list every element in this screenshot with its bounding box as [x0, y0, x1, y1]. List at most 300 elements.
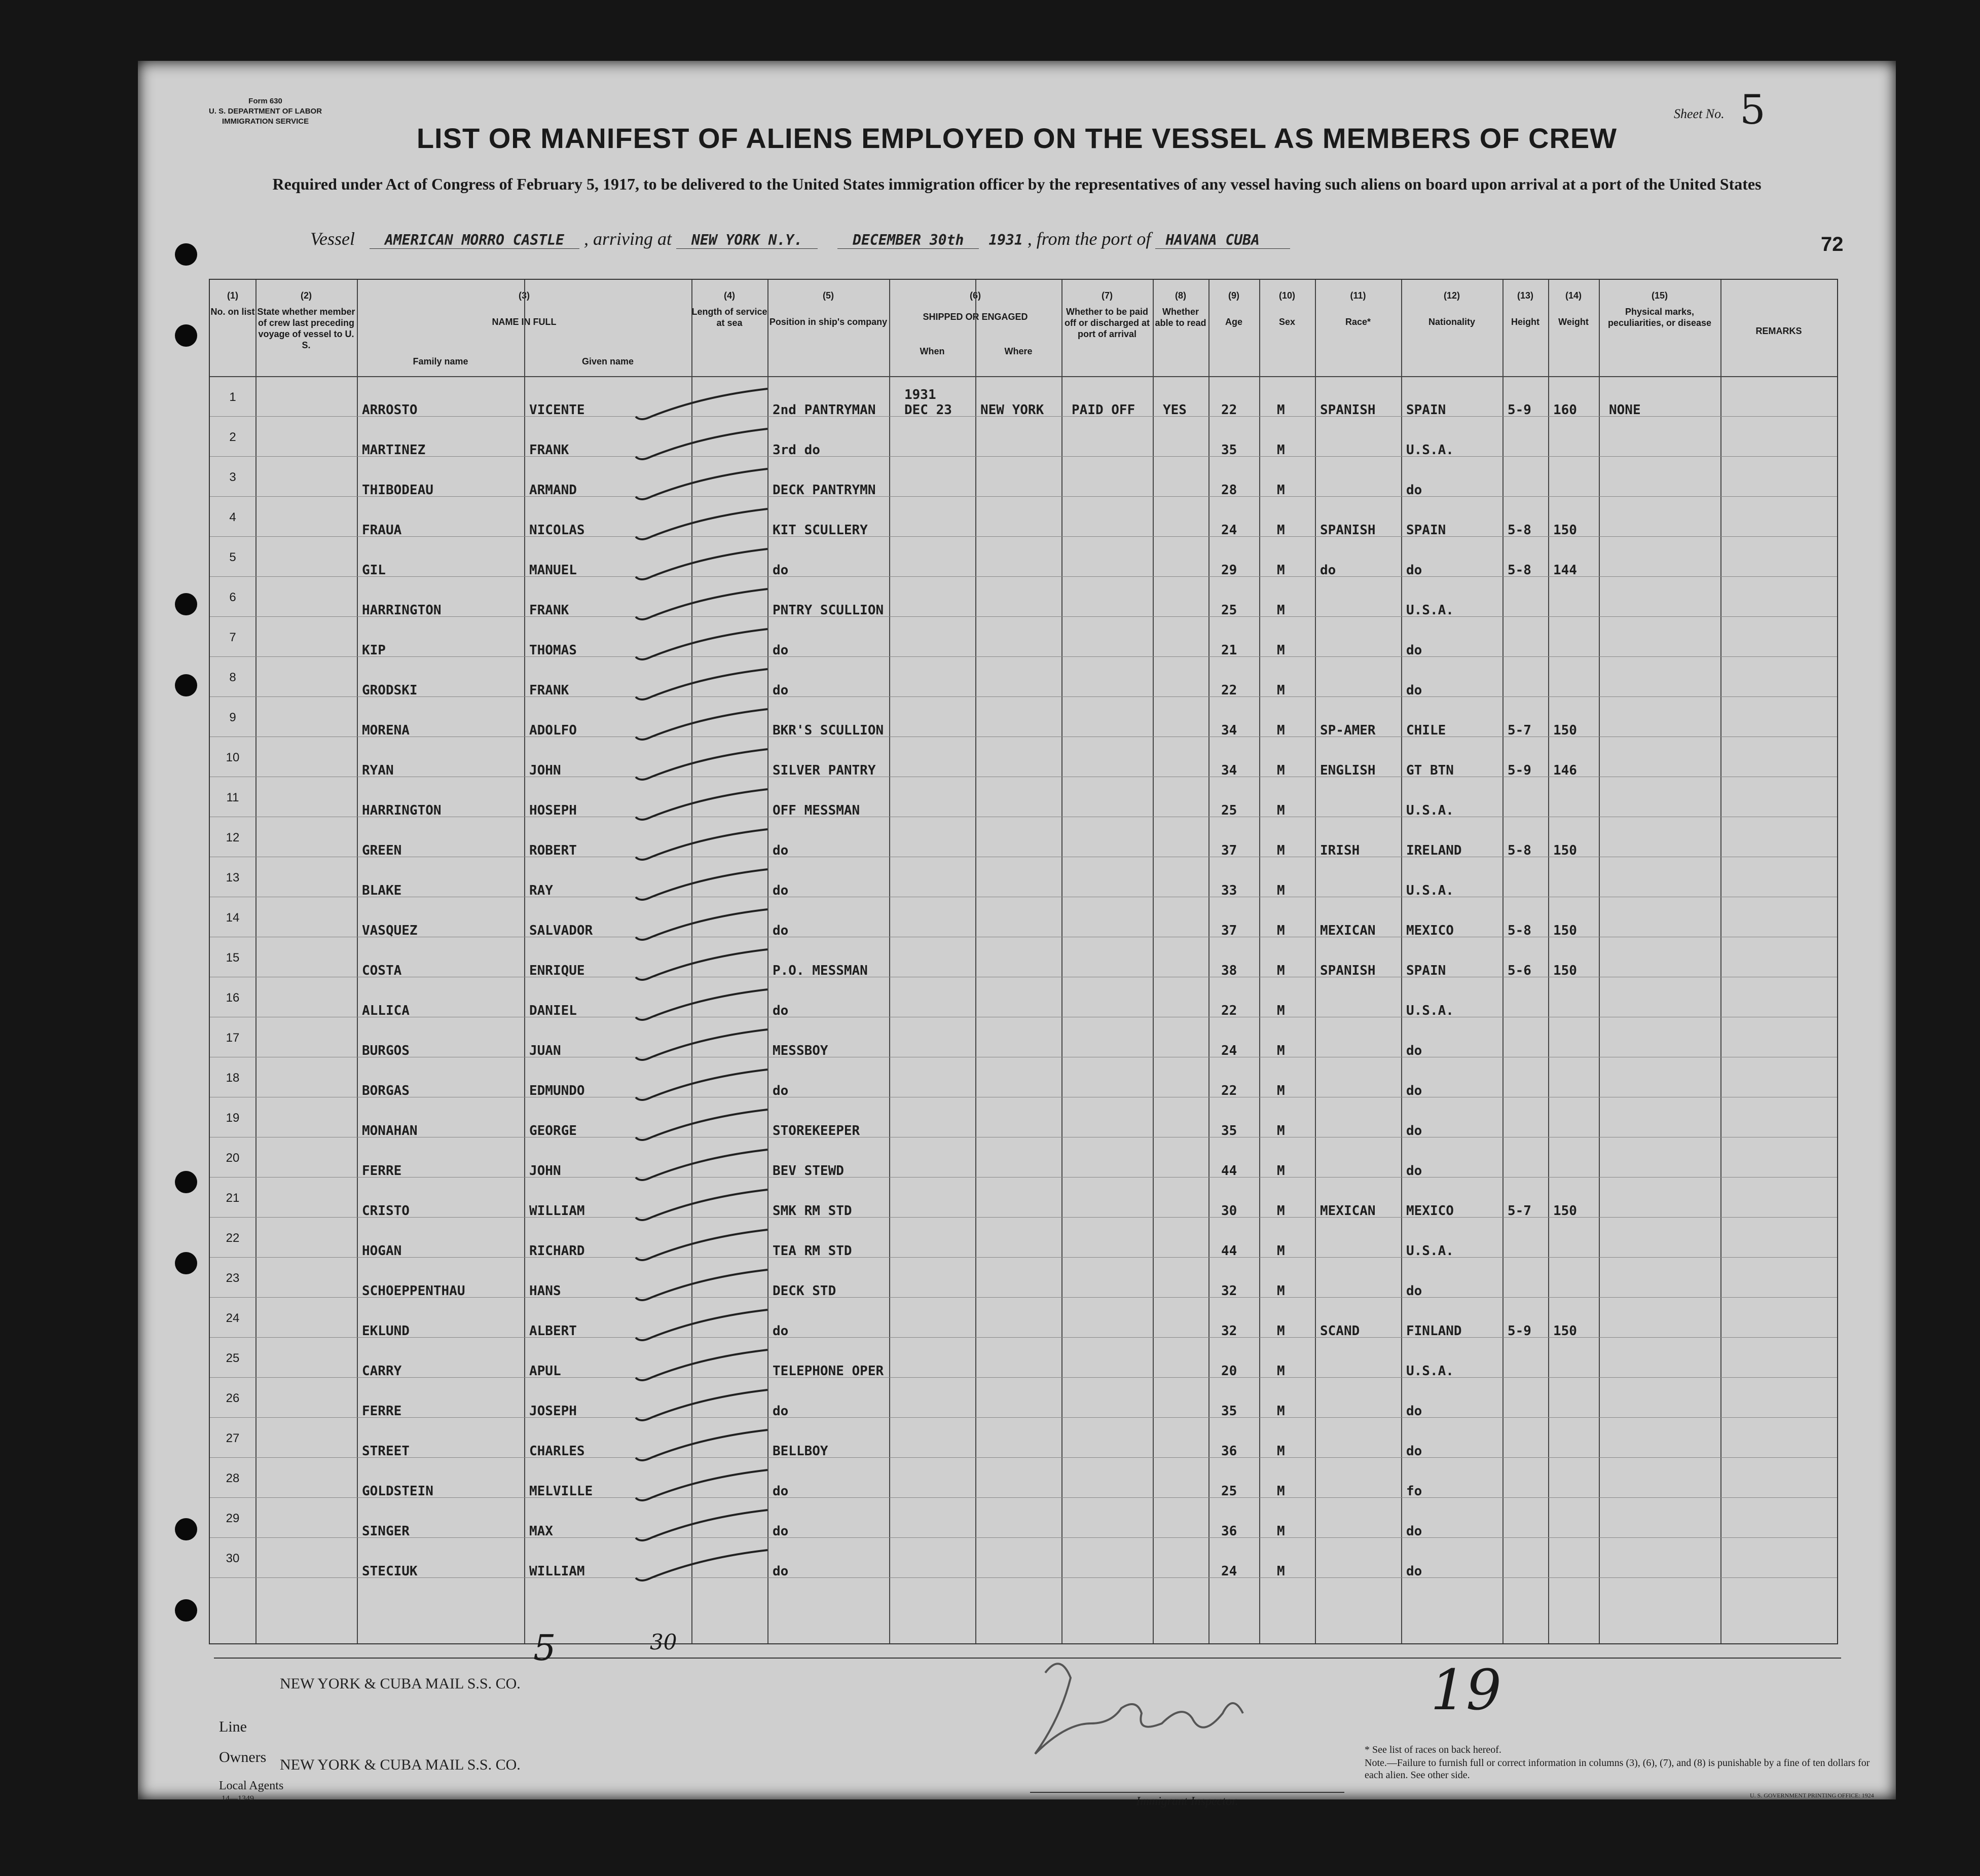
shipped-where: NEW YORK	[980, 402, 1044, 418]
row-number: 4	[229, 510, 236, 524]
weight: 150	[1553, 923, 1577, 938]
family-name: HARRINGTON	[362, 803, 442, 818]
col-7-header: (7) Whether to be paid off or discharged at port of arrival	[1064, 290, 1150, 339]
family-name: VASQUEZ	[362, 923, 418, 938]
row-number: 9	[229, 711, 236, 724]
sex: M	[1277, 1524, 1285, 1539]
col-13-header: (13) Height	[1511, 290, 1539, 327]
height: 5-8	[1508, 843, 1531, 858]
height: 5-8	[1508, 563, 1531, 578]
nationality: do	[1406, 563, 1422, 578]
given-name: MANUEL	[529, 563, 577, 578]
given-name: THOMAS	[529, 643, 577, 658]
sex: M	[1277, 643, 1285, 658]
given-name: ADOLFO	[529, 723, 577, 738]
punch-hole	[175, 593, 197, 615]
sheet-number: 5	[1740, 86, 1766, 133]
family-name: GRODSKI	[362, 683, 418, 698]
form-code: 14—1349	[222, 1794, 254, 1803]
position: do	[773, 643, 789, 658]
arriving-label: , arriving at	[584, 229, 672, 249]
position: do	[773, 683, 789, 698]
position: TEA RM STD	[773, 1243, 852, 1259]
nationality: FINLAND	[1406, 1323, 1462, 1339]
col-2-header: (2) State whether member of crew last preceding voyage of vessel to U. S.	[257, 290, 355, 350]
family-name: SCHOEPPENTHAU	[362, 1283, 465, 1299]
nationality: do	[1406, 1283, 1422, 1299]
age: 28	[1221, 483, 1237, 498]
sex: M	[1277, 963, 1285, 978]
page-subtitle: Required under Act of Congress of February 5, 1917, to be delivered to the United States immigration officer by the representatives of any vessel having such aliens on board upon arrival at a port of the United States	[272, 175, 1762, 193]
row-number: 14	[226, 911, 240, 925]
race: MEXICAN	[1320, 923, 1376, 938]
nationality: U.S.A.	[1406, 1243, 1454, 1259]
age: 36	[1221, 1524, 1237, 1539]
given-name: VICENTE	[529, 402, 585, 418]
line-label: Line	[219, 1718, 247, 1735]
age: 25	[1221, 603, 1237, 618]
family-name-header: Family name	[413, 356, 468, 366]
race: do	[1320, 563, 1336, 578]
family-name: EKLUND	[362, 1323, 410, 1339]
row-number: 8	[229, 671, 236, 684]
age: 33	[1221, 883, 1237, 898]
row-number: 30	[226, 1552, 240, 1565]
position: 2nd PANTRYMAN	[773, 402, 876, 418]
race: IRISH	[1320, 843, 1360, 858]
sex: M	[1277, 603, 1285, 618]
height: 5-7	[1508, 1203, 1531, 1219]
row-number: 2	[229, 430, 236, 444]
given-name: FRANK	[529, 443, 569, 458]
age: 24	[1221, 523, 1237, 538]
given-name: DANIEL	[529, 1003, 577, 1018]
race: ENGLISH	[1320, 763, 1376, 778]
weight: 144	[1553, 563, 1577, 578]
height: 5-7	[1508, 723, 1531, 738]
given-name: HOSEPH	[529, 803, 577, 818]
given-name: ALBERT	[529, 1323, 577, 1339]
arrival-date: DECEMBER 30th	[837, 232, 979, 249]
weight: 146	[1553, 763, 1577, 778]
height: 5-9	[1508, 763, 1531, 778]
row-number: 26	[226, 1391, 240, 1405]
row-number: 21	[226, 1191, 240, 1205]
row-number: 25	[226, 1351, 240, 1365]
nationality: do	[1406, 683, 1422, 698]
age: 35	[1221, 1404, 1237, 1419]
col-8-header: (8) Whether able to read	[1155, 290, 1206, 328]
row-number: 15	[226, 951, 240, 965]
age: 20	[1221, 1364, 1237, 1379]
sex: M	[1277, 1003, 1285, 1018]
row-number: 6	[229, 591, 236, 604]
given-name: GEORGE	[529, 1123, 577, 1138]
age: 24	[1221, 1564, 1237, 1579]
department-name: U. S. DEPARTMENT OF LABOR	[209, 107, 322, 116]
form-number: Form 630	[248, 97, 282, 105]
weight: 150	[1553, 723, 1577, 738]
row-number: 27	[226, 1431, 240, 1445]
family-name: GIL	[362, 563, 386, 578]
sex: M	[1277, 1323, 1285, 1339]
given-name: WILLIAM	[529, 1203, 585, 1219]
nationality: do	[1406, 1444, 1422, 1459]
family-name: BURGOS	[362, 1043, 410, 1058]
age: 37	[1221, 843, 1237, 858]
family-name: ALLICA	[362, 1003, 410, 1018]
nationality: do	[1406, 1163, 1422, 1179]
punch-hole	[175, 1252, 197, 1274]
row-number: 10	[226, 751, 240, 764]
age: 32	[1221, 1283, 1237, 1299]
col-12-header: (12) Nationality	[1428, 290, 1475, 327]
row-number: 19	[226, 1111, 240, 1125]
position: do	[773, 563, 789, 578]
row-number: 13	[226, 871, 240, 885]
nationality: SPAIN	[1406, 402, 1446, 418]
given-name: ROBERT	[529, 843, 577, 858]
age: 37	[1221, 923, 1237, 938]
position: SMK RM STD	[773, 1203, 852, 1219]
nationality: U.S.A.	[1406, 1364, 1454, 1379]
row-number: 11	[226, 791, 239, 804]
sex: M	[1277, 483, 1285, 498]
handwritten-5: 5	[533, 1627, 556, 1669]
row-number: 5	[229, 550, 236, 564]
weight: 150	[1553, 523, 1577, 538]
vessel-name: AMERICAN MORRO CASTLE	[370, 232, 579, 249]
vessel-label: Vessel	[310, 229, 355, 249]
nationality: do	[1406, 1123, 1422, 1138]
sex: M	[1277, 1083, 1285, 1098]
nationality: U.S.A.	[1406, 443, 1454, 458]
inspector-label: Immigrant Inspector.	[1030, 1792, 1344, 1809]
age: 22	[1221, 1003, 1237, 1018]
nationality: SPAIN	[1406, 963, 1446, 978]
height: 5-8	[1508, 923, 1531, 938]
punch-hole	[175, 324, 197, 347]
height: 5-8	[1508, 523, 1531, 538]
position: KIT SCULLERY	[773, 523, 868, 538]
sex: M	[1277, 443, 1285, 458]
family-name: HARRINGTON	[362, 603, 442, 618]
sex: M	[1277, 402, 1285, 418]
nationality: CHILE	[1406, 723, 1446, 738]
nationality: do	[1406, 1404, 1422, 1419]
age: 24	[1221, 1043, 1237, 1058]
row-number: 7	[229, 631, 236, 644]
position: TELEPHONE OPER	[773, 1364, 884, 1379]
owners-label: Owners	[219, 1749, 267, 1765]
age: 29	[1221, 563, 1237, 578]
penalty-note: Note.—Failure to furnish full or correct information in columns (3), (6), (7), and (8) is punishable by a fine of ten dollars for each alien. See other side.	[1365, 1757, 1870, 1781]
col-15-header: (15) Physical marks, peculiarities, or disease	[1607, 290, 1712, 328]
sex: M	[1277, 1243, 1285, 1259]
races-note: * See list of races on back hereof.	[1365, 1744, 1501, 1755]
given-name: JUAN	[529, 1043, 561, 1058]
handwritten-30: 30	[650, 1630, 677, 1654]
age: 36	[1221, 1444, 1237, 1459]
sex: M	[1277, 883, 1285, 898]
position: BELLBOY	[773, 1444, 828, 1459]
weight: 150	[1553, 1323, 1577, 1339]
position: BKR'S SCULLION	[773, 723, 884, 738]
sex: M	[1277, 723, 1285, 738]
punch-hole	[175, 1599, 197, 1622]
age: 22	[1221, 402, 1237, 418]
height: 5-6	[1508, 963, 1531, 978]
nationality: MEXICO	[1406, 1203, 1454, 1219]
position: do	[773, 843, 789, 858]
col-14-header: (14) Weight	[1558, 290, 1589, 327]
row-number: 17	[226, 1031, 240, 1045]
position: do	[773, 1484, 789, 1499]
given-name: RAY	[529, 883, 553, 898]
physical-marks: NONE	[1609, 402, 1641, 418]
sheet-number-label: Sheet No.	[1674, 106, 1725, 121]
owners-name: NEW YORK & CUBA MAIL S.S. CO.	[280, 1756, 521, 1773]
row-number: 18	[226, 1071, 240, 1085]
age: 44	[1221, 1243, 1237, 1259]
sex: M	[1277, 1203, 1285, 1219]
position: OFF MESSMAN	[773, 803, 860, 818]
sex: M	[1277, 923, 1285, 938]
age: 22	[1221, 1083, 1237, 1098]
family-name: KIP	[362, 643, 386, 658]
age: 38	[1221, 963, 1237, 978]
family-name: ARROSTO	[362, 402, 418, 418]
given-name: MELVILLE	[529, 1484, 593, 1499]
line-company: NEW YORK & CUBA MAIL S.S. CO.	[280, 1675, 521, 1692]
col-5-header: (5) Position in ship's company	[769, 290, 888, 327]
arrival-year: 1931	[988, 232, 1023, 248]
col-9-header: (9) Age	[1225, 290, 1242, 327]
row-number: 23	[226, 1271, 240, 1285]
race: SPANISH	[1320, 523, 1376, 538]
row-number: 3	[229, 470, 236, 484]
family-name: CARRY	[362, 1364, 402, 1379]
sex: M	[1277, 1283, 1285, 1299]
sex: M	[1277, 803, 1285, 818]
position: do	[773, 1003, 789, 1018]
given-name: JOHN	[529, 763, 561, 778]
manifest-sheet	[138, 61, 1896, 1808]
weight: 160	[1553, 402, 1577, 418]
family-name: BORGAS	[362, 1083, 410, 1098]
position: DECK PANTRYMN	[773, 483, 876, 498]
weight: 150	[1553, 843, 1577, 858]
nationality: SPAIN	[1406, 523, 1446, 538]
page-title: LIST OR MANIFEST OF ALIENS EMPLOYED ON THE VESSEL AS MEMBERS OF CREW	[416, 122, 1618, 154]
given-name: ARMAND	[529, 483, 577, 498]
punch-hole	[175, 674, 197, 696]
family-name: SINGER	[362, 1524, 410, 1539]
age: 44	[1221, 1163, 1237, 1179]
given-name: CHARLES	[529, 1444, 585, 1459]
family-name: RYAN	[362, 763, 394, 778]
sex: M	[1277, 1564, 1285, 1579]
given-name: HANS	[529, 1283, 561, 1299]
given-name: RICHARD	[529, 1243, 585, 1259]
race: SP-AMER	[1320, 723, 1376, 738]
when-header: When	[920, 346, 945, 356]
row-number: 22	[226, 1231, 240, 1245]
sex: M	[1277, 763, 1285, 778]
position: do	[773, 1083, 789, 1098]
position: do	[773, 923, 789, 938]
row-number: 24	[226, 1311, 240, 1325]
age: 21	[1221, 643, 1237, 658]
paid-off-status: PAID OFF	[1072, 402, 1135, 418]
given-name: ENRIQUE	[529, 963, 585, 978]
departure-port: HAVANA CUBA	[1155, 232, 1290, 249]
row-number: 16	[226, 991, 240, 1005]
family-name: THIBODEAU	[362, 483, 433, 498]
nationality: do	[1406, 1083, 1422, 1098]
family-name: MARTINEZ	[362, 443, 426, 458]
race: SPANISH	[1320, 963, 1376, 978]
given-name: FRANK	[529, 683, 569, 698]
sex: M	[1277, 843, 1285, 858]
sex: M	[1277, 1484, 1285, 1499]
family-name: FRAUA	[362, 523, 402, 538]
family-name: HOGAN	[362, 1243, 402, 1259]
given-name: JOSEPH	[529, 1404, 577, 1419]
given-name: EDMUNDO	[529, 1083, 585, 1098]
age: 34	[1221, 723, 1237, 738]
family-name: FERRE	[362, 1163, 402, 1179]
sex: M	[1277, 1444, 1285, 1459]
race: MEXICAN	[1320, 1203, 1376, 1219]
col-10-header: (10) Sex	[1278, 290, 1296, 327]
position: BEV STEWD	[773, 1163, 844, 1179]
sex: M	[1277, 523, 1285, 538]
family-name: COSTA	[362, 963, 402, 978]
family-name: CRISTO	[362, 1203, 410, 1219]
given-name: JOHN	[529, 1163, 561, 1179]
sex: M	[1277, 1043, 1285, 1058]
position: DECK STD	[773, 1283, 836, 1299]
given-name: NICOLAS	[529, 523, 585, 538]
given-name-header: Given name	[581, 356, 634, 366]
race: SCAND	[1320, 1323, 1360, 1339]
handwritten-19: 19	[1431, 1658, 1501, 1722]
given-name: APUL	[529, 1364, 561, 1379]
position: STOREKEEPER	[773, 1123, 860, 1138]
age: 35	[1221, 443, 1237, 458]
given-name: SALVADOR	[529, 923, 593, 938]
arrival-port: NEW YORK N.Y.	[676, 232, 818, 249]
nationality: fo	[1406, 1484, 1422, 1499]
age: 32	[1221, 1323, 1237, 1339]
sex: M	[1277, 1163, 1285, 1179]
sex: M	[1277, 563, 1285, 578]
position: 3rd do	[773, 443, 820, 458]
race: SPANISH	[1320, 402, 1376, 418]
punch-hole	[175, 243, 197, 266]
age: 35	[1221, 1123, 1237, 1138]
family-name: FERRE	[362, 1404, 402, 1419]
family-name: GREEN	[362, 843, 402, 858]
punch-hole	[175, 1171, 197, 1193]
shipped-when: 1931 DEC 23	[904, 387, 952, 418]
family-name: GOLDSTEIN	[362, 1484, 433, 1499]
height: 5-9	[1508, 1323, 1531, 1339]
sex: M	[1277, 1364, 1285, 1379]
weight: 150	[1553, 1203, 1577, 1219]
family-name: MORENA	[362, 723, 410, 738]
col-1-header: (1) No. on list	[210, 290, 255, 317]
nationality: U.S.A.	[1406, 883, 1454, 898]
height: 5-9	[1508, 402, 1531, 418]
nationality: do	[1406, 643, 1422, 658]
sex: M	[1277, 1404, 1285, 1419]
nationality: do	[1406, 483, 1422, 498]
position: do	[773, 1404, 789, 1419]
row-number: 1	[229, 390, 236, 404]
sex: M	[1277, 1123, 1285, 1138]
sex: M	[1277, 683, 1285, 698]
position: do	[773, 1323, 789, 1339]
col-6-header: (6) SHIPPED OR ENGAGED	[923, 290, 1028, 322]
nationality: U.S.A.	[1406, 803, 1454, 818]
family-name: STECIUK	[362, 1564, 418, 1579]
handwritten-marks	[138, 61, 1896, 1799]
given-name: MAX	[529, 1524, 553, 1539]
family-name: STREET	[362, 1444, 410, 1459]
nationality: do	[1406, 1564, 1422, 1579]
weight: 150	[1553, 963, 1577, 978]
age: 25	[1221, 1484, 1237, 1499]
position: do	[773, 1564, 789, 1579]
nationality: U.S.A.	[1406, 603, 1454, 618]
col-11-header: (11) Race*	[1345, 290, 1371, 327]
nationality: do	[1406, 1043, 1422, 1058]
able-to-read: YES	[1163, 402, 1187, 418]
agents-label: Local Agents	[219, 1779, 284, 1792]
where-header: Where	[1004, 346, 1033, 356]
nationality: MEXICO	[1406, 923, 1454, 938]
nationality: IRELAND	[1406, 843, 1462, 858]
position: MESSBOY	[773, 1043, 828, 1058]
family-name: BLAKE	[362, 883, 402, 898]
position: P.O. MESSMAN	[773, 963, 868, 978]
nationality: do	[1406, 1524, 1422, 1539]
position: PNTRY SCULLION	[773, 603, 884, 618]
given-name: FRANK	[529, 603, 569, 618]
printer-mark: U. S. GOVERNMENT PRINTING OFFICE: 1924	[1750, 1792, 1874, 1799]
family-name: MONAHAN	[362, 1123, 418, 1138]
col-4-header: (4) Length of service at sea	[691, 290, 767, 328]
position: SILVER PANTRY	[773, 763, 876, 778]
row-number: 28	[226, 1472, 240, 1485]
nationality: GT BTN	[1406, 763, 1454, 778]
position: do	[773, 1524, 789, 1539]
remarks-header: REMARKS	[1755, 326, 1802, 336]
col-3-header: (3) NAME IN FULL	[492, 290, 557, 327]
given-name: WILLIAM	[529, 1564, 585, 1579]
from-port-label: , from the port of	[1027, 229, 1151, 249]
punch-hole	[175, 1518, 197, 1540]
page-reference: 72	[1821, 233, 1844, 255]
service-name: IMMIGRATION SERVICE	[222, 117, 309, 126]
row-number: 20	[226, 1151, 240, 1165]
row-number: 29	[226, 1512, 240, 1525]
row-number: 12	[226, 831, 240, 844]
position: do	[773, 883, 789, 898]
age: 25	[1221, 803, 1237, 818]
